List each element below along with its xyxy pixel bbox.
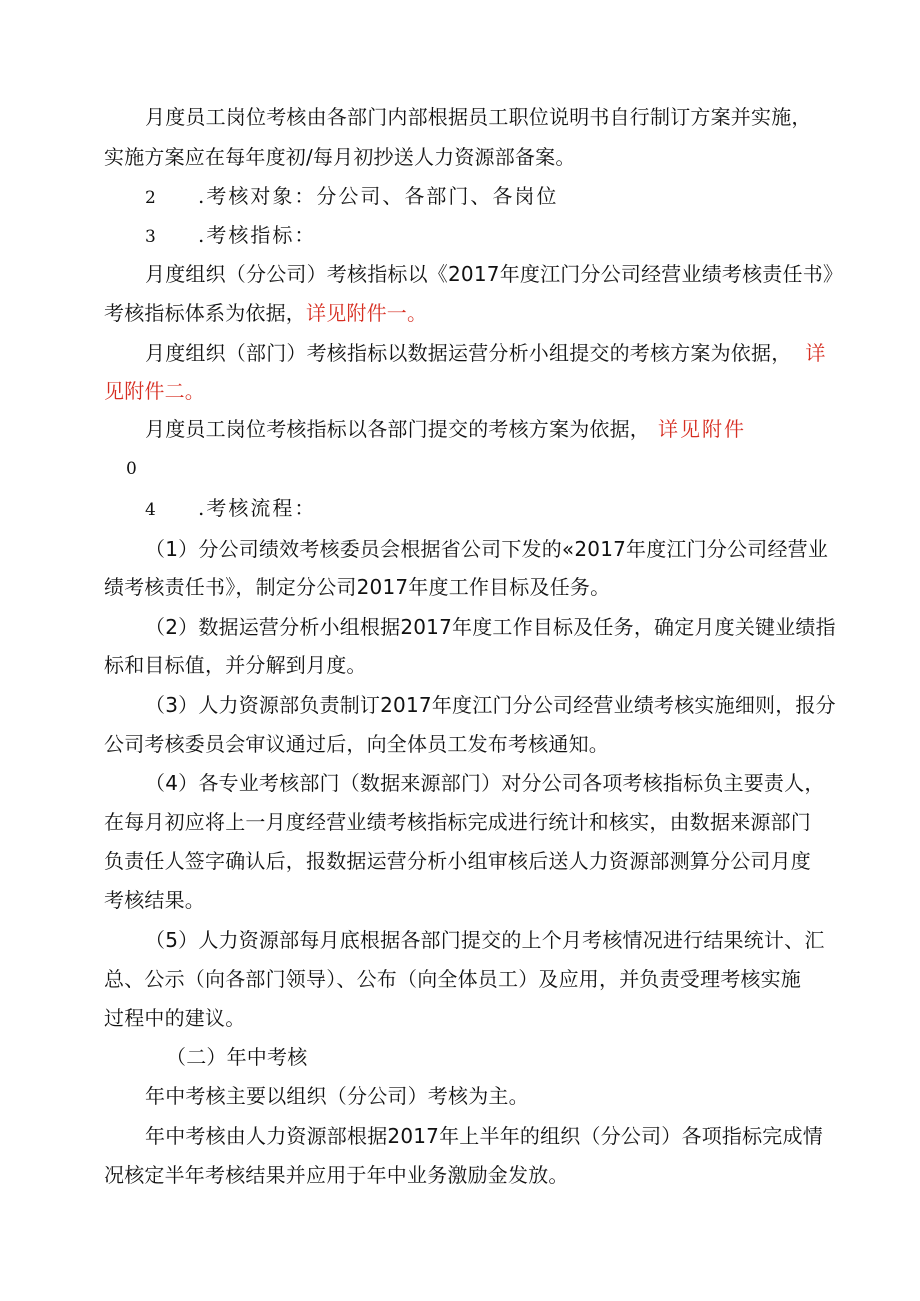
list-item-line: （2）数据运营分析小组根据2017年度工作目标及任务，确定月度关键业绩指 — [145, 615, 836, 639]
paragraph-line — [145, 338, 826, 368]
list-item-line: 在每月初应将上一月度经营业绩考核指标完成进行统计和核实，由数据来源部门 — [104, 810, 811, 834]
paragraph-line: 月度员工岗位考核由各部门内部根据员工职位说明书自行制订方案并实施， — [145, 105, 812, 129]
attachment-reference: 见附件二。 — [104, 379, 205, 403]
list-item-line: 总、公示（向各部门领导）、公布（向全体员工）及应用，并负责受理考核实施 — [104, 967, 801, 991]
list-item-line: 公司考核委员会审议通过后，向全体员工发布考核通知。 — [104, 732, 609, 756]
list-item-line: 标和目标值，并分解到月度。 — [104, 653, 367, 677]
list-item-line: （4）各专业考核部门（数据来源部门）对分公司各项考核指标负主要责人， — [145, 771, 825, 795]
section-number: 3 — [145, 227, 157, 247]
list-item-line: 负责任人签字确认后，报数据运营分析小组审核后送人力资源部测算分公司月度 — [104, 849, 811, 873]
list-item-line: 绩考核责任书》，制定分公司2017年度工作目标及任务。 — [104, 575, 611, 599]
list-item-line: （3）人力资源部负责制订2017年度江门分公司经营业绩考核实施细则，报分 — [145, 693, 836, 717]
attachment-reference: 详见附件 — [658, 417, 746, 441]
section-heading-2 — [145, 181, 558, 213]
line-text: 月度组织（部门）考核指标以数据运营分析小组提交的考核方案为依据， — [145, 341, 792, 365]
section-heading-3 — [145, 220, 316, 252]
paragraph-line: 实施方案应在每年度初/每月初抄送人力资源部备案。 — [104, 145, 576, 169]
section-number: 2 — [145, 188, 157, 208]
attachment-reference: 详 — [805, 341, 826, 365]
section-number: 4 — [145, 500, 157, 520]
paragraph-line — [104, 298, 427, 328]
line-text: 考核指标体系为依据， — [104, 301, 306, 325]
list-item-line: （5）人力资源部每月底根据各部门提交的上个月考核情况进行结果统计、汇 — [145, 928, 825, 952]
paragraph-line: 年中考核由人力资源部根据2017年上半年的组织（分公司）各项指标完成情 — [145, 1124, 823, 1148]
list-item-line: 过程中的建议。 — [104, 1006, 246, 1030]
paragraph-line: 0 — [126, 459, 138, 479]
attachment-reference: 详见附件一。 — [306, 301, 428, 325]
section-heading-4 — [145, 493, 316, 525]
list-item-line: 考核结果。 — [104, 888, 205, 912]
section-title: .考核对象：分公司、各部门、各岗位 — [198, 184, 559, 208]
paragraph-line: 月度组织（分公司）考核指标以《2017年度江门分公司经营业绩考核责任书》 — [145, 262, 844, 286]
paragraph-line: 年中考核主要以组织（分公司）考核为主。 — [145, 1084, 529, 1108]
paragraph-line — [145, 414, 746, 444]
section-title: .考核指标： — [198, 223, 317, 247]
paragraph-line: 况核定半年考核结果并应用于年中业务激励金发放。 — [104, 1163, 569, 1187]
list-item-line: （1）分公司绩效考核委员会根据省公司下发的«2017年度江门分公司经营业 — [145, 537, 829, 561]
section-title: .考核流程： — [198, 496, 317, 520]
subsection-heading: （二）年中考核 — [166, 1045, 308, 1069]
line-text: 月度员工岗位考核指标以各部门提交的考核方案为依据， — [145, 417, 650, 441]
